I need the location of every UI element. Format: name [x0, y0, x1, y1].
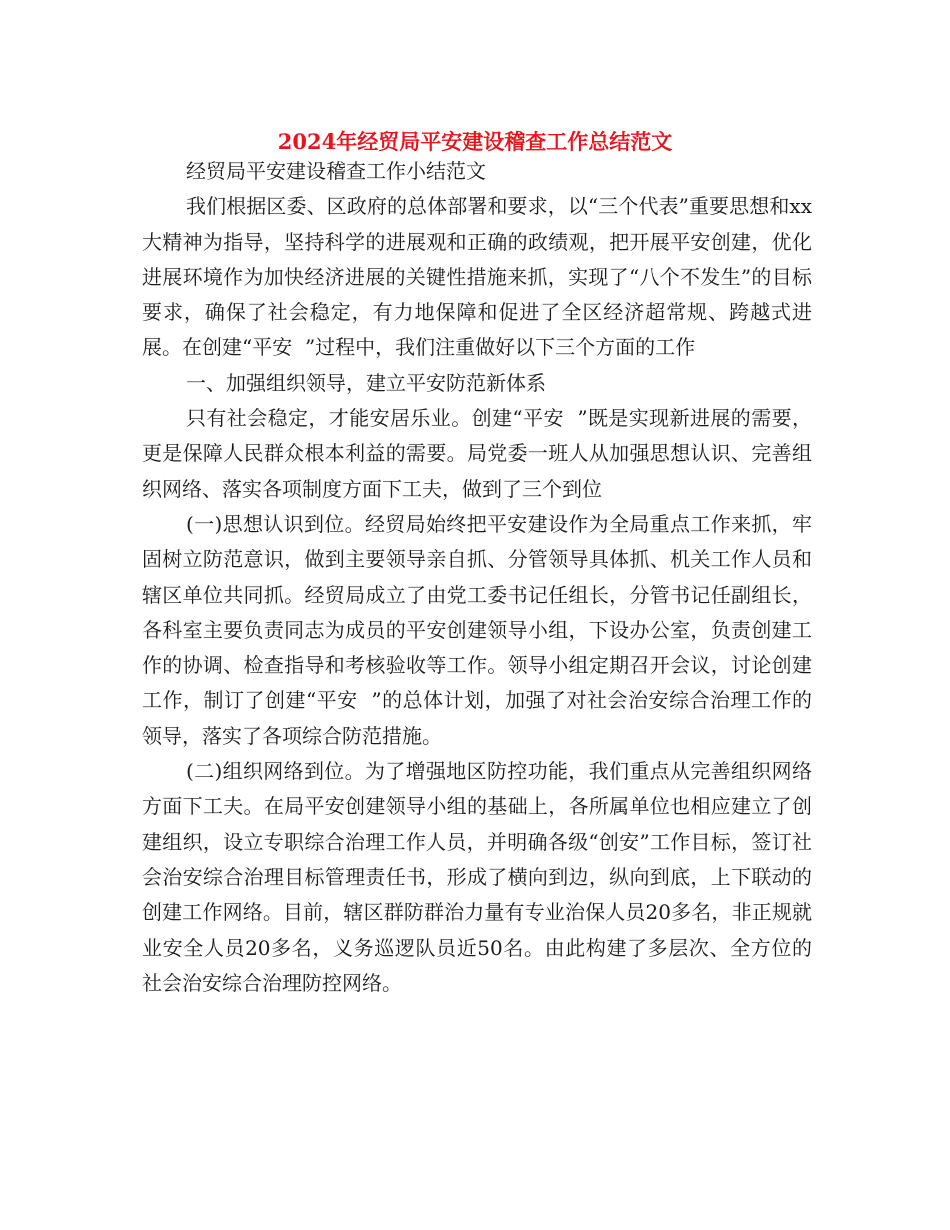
- paragraph-item-1: (一)思想认识到位。经贸局始终把平安建设作为全局重点工作来抓，牢固树立防范意识，做到主要领导亲自抓、分管领导具体抓、机关工作人员和辖区单位共同抓。经贸局成立了由党工委书记任组长，分管书记任副组长，各科室主要负责同志为成员的平安创建领导小组，下设办公室，负责创建工作的协调、检查指导和考核验收等工作。领导小组定期召开会议，讨论创建工作，制订了创建“平安 ”的总体计划，加强了对社会治安综合治理工作的领导，落实了各项综合防范措施。: [142, 511, 812, 748]
- paragraph-intro: 我们根据区委、区政府的总体部署和要求，以“三个代表”重要思想和xx大精神为指导，坚持科学的进展观和正确的政绩观，把开展平安创建，优化进展环境作为加快经济进展的关键性措施来抓，实现了“八个不发生”的目标要求，确保了社会稳定，有力地保障和促进了全区经济超常规、跨越式进展。在创建“平安 ”过程中，我们注重做好以下三个方面的工作: [142, 194, 812, 360]
- document-body: [142, 154, 812, 1001]
- document-title: 2024年经贸局平安建设稽查工作总结范文: [277, 129, 673, 155]
- paragraph-item-2: (二)组织网络到位。为了增强地区防控功能，我们重点从完善组织网络方面下工夫。在局平安创建领导小组的基础上，各所属单位也相应建立了创建组织，设立专职综合治理工作人员，并明确各级“创安”工作目标，签订社会治安综合治理目标管理责任书，形成了横向到边，纵向到底，上下联动的创建工作网络。目前，辖区群防群治力量有专业治保人员20多名，非正规就业安全人员20多名，义务巡逻队员近50名。由此构建了多层次、全方位的社会治安综合治理防控网络。: [142, 759, 812, 995]
- section-heading-1: 一、加强组织领导，建立平安防范新体系: [186, 370, 546, 395]
- paragraph-subtitle: 经贸局平安建设稽查工作小结范文: [186, 159, 486, 183]
- paragraph-section-1: 只有社会稳定，才能安居乐业。创建“平安 ”既是实现新进展的需要，更是保障人民群众根本利益的需要。局党委一班人从加强思想认识、完善组织网络、落实各项制度方面下工夫，做到了三个到位: [142, 406, 812, 501]
